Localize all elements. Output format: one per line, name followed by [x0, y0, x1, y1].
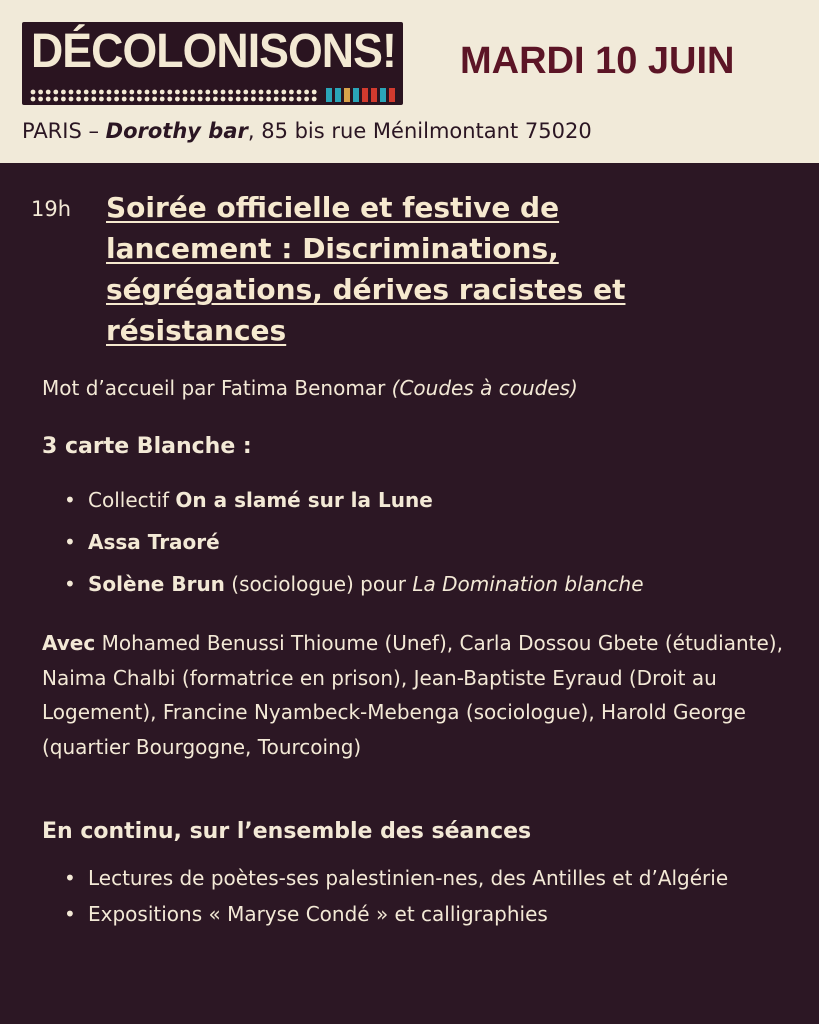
logo-dot	[114, 90, 119, 95]
continu-heading: En continu, sur l’ensemble des séances	[42, 819, 532, 844]
logo-dot	[152, 97, 157, 102]
logo-dot	[99, 90, 104, 95]
logo-dot	[69, 90, 74, 95]
event-title	[106, 187, 666, 351]
logo-dot	[152, 90, 157, 95]
logo-dot	[69, 97, 74, 102]
list-item: • Lectures de poètes-ses palestinien-nes, des Antilles et d’Algérie	[60, 860, 753, 896]
logo-dot	[76, 90, 81, 95]
item-bold: Solène Brun	[88, 572, 225, 596]
event-title-text: Soirée officielle et festive de lancement : Discriminations, ségrégations, dérives racistes et résistances	[106, 191, 626, 347]
list-item	[60, 530, 644, 572]
logo-dot	[251, 90, 256, 95]
program-panel	[0, 163, 819, 1024]
logo-dot	[31, 97, 36, 102]
logo-dot	[259, 90, 264, 95]
logo-dot	[221, 90, 226, 95]
logo-dot	[167, 97, 172, 102]
logo-dot	[114, 97, 119, 102]
logo-dot	[84, 90, 89, 95]
continu-list	[60, 860, 753, 932]
logo-dot	[312, 90, 317, 95]
logo-dot	[190, 97, 195, 102]
logo-dot	[251, 97, 256, 102]
logo-dot	[281, 90, 286, 95]
logo-dot	[129, 97, 134, 102]
item-bold: Assa Traoré	[88, 530, 220, 554]
logo-dot	[266, 97, 271, 102]
logo-bar	[380, 88, 386, 102]
logo-dot	[297, 97, 302, 102]
logo-bar	[344, 88, 350, 102]
event-location	[22, 119, 592, 143]
logo-dot	[281, 97, 286, 102]
logo-dot	[228, 97, 233, 102]
logo-dot	[129, 90, 134, 95]
logo-dot	[190, 90, 195, 95]
logo-dot	[304, 90, 309, 95]
logo-dot	[289, 90, 294, 95]
event-time: 19h	[31, 197, 72, 221]
logo-dot	[137, 97, 142, 102]
logo-dot	[61, 97, 66, 102]
logo-dot	[53, 90, 58, 95]
logo-dot	[145, 90, 150, 95]
logo-dot	[274, 90, 279, 95]
logo	[22, 22, 403, 105]
logo-dot	[46, 97, 51, 102]
logo-bar	[353, 88, 359, 102]
logo-dot	[122, 90, 127, 95]
logo-dot	[259, 97, 264, 102]
logo-bar	[326, 88, 332, 102]
item-bold: On a slamé sur la Lune	[175, 488, 433, 512]
list-item	[60, 572, 644, 614]
logo-dot	[91, 90, 96, 95]
logo-bar	[371, 88, 377, 102]
logo-dot	[31, 90, 36, 95]
location-address: , 85 bis rue Ménilmontant 75020	[247, 119, 592, 143]
logo-dot	[205, 90, 210, 95]
logo-dots-decoration	[30, 88, 400, 102]
list-item	[60, 488, 644, 530]
logo-dot	[107, 97, 112, 102]
logo-dot	[122, 97, 127, 102]
welcome-line	[42, 376, 578, 400]
logo-dot	[236, 90, 241, 95]
location-city: PARIS –	[22, 119, 106, 143]
logo-dot	[38, 97, 43, 102]
location-venue: Dorothy bar	[105, 119, 248, 143]
logo-dot	[76, 97, 81, 102]
logo-dot	[84, 97, 89, 102]
logo-dot	[183, 97, 188, 102]
logo-dot	[198, 90, 203, 95]
avec-label: Avec	[42, 631, 96, 655]
logo-dot	[205, 97, 210, 102]
logo-bar	[362, 88, 368, 102]
item-prefix: Collectif	[88, 488, 176, 512]
participants-paragraph	[42, 626, 787, 764]
item-italic: La Domination blanche	[412, 572, 644, 596]
logo-dot	[228, 90, 233, 95]
logo-dot	[175, 97, 180, 102]
logo-dot	[160, 90, 165, 95]
carte-blanche-heading: 3 carte Blanche :	[42, 434, 252, 459]
logo-dot	[236, 97, 241, 102]
list-item: • Expositions « Maryse Condé » et calligraphies	[60, 896, 753, 932]
welcome-text: Mot d’accueil par Fatima Benomar	[42, 376, 392, 400]
welcome-org: (Coudes à coudes)	[391, 376, 578, 400]
logo-dot	[107, 90, 112, 95]
logo-dot	[274, 97, 279, 102]
logo-text: DÉCOLONISONS!	[31, 25, 396, 78]
logo-dot	[198, 97, 203, 102]
logo-dot	[53, 97, 58, 102]
logo-dot	[243, 90, 248, 95]
logo-dot	[297, 90, 302, 95]
logo-dot	[213, 90, 218, 95]
logo-dot	[312, 97, 317, 102]
logo-dot	[46, 90, 51, 95]
carte-blanche-list	[60, 488, 644, 614]
event-date: MARDI 10 JUIN	[460, 40, 735, 82]
logo-bar	[335, 88, 341, 102]
logo-dot	[160, 97, 165, 102]
item-suffix: (sociologue) pour	[224, 572, 413, 596]
header-banner	[0, 0, 819, 163]
avec-text: Mohamed Benussi Thioume (Unef), Carla Dossou Gbete (étudiante), Naima Chalbi (formatrice en prison), Jean-Baptiste Eyraud (Droit au Logement), Francine Nyambeck-Mebenga (sociologue), Harold George (quartier Bourgogne, Tourcoing)	[42, 631, 783, 759]
logo-dot	[266, 90, 271, 95]
logo-dot	[304, 97, 309, 102]
logo-bar	[389, 88, 395, 102]
logo-dot	[213, 97, 218, 102]
logo-dot	[145, 97, 150, 102]
logo-dot	[91, 97, 96, 102]
logo-dot	[38, 90, 43, 95]
logo-dot	[183, 90, 188, 95]
logo-dot	[167, 90, 172, 95]
logo-dot	[175, 90, 180, 95]
logo-dot	[137, 90, 142, 95]
logo-dot	[243, 97, 248, 102]
logo-dot	[289, 97, 294, 102]
logo-dot	[221, 97, 226, 102]
logo-dot	[99, 97, 104, 102]
logo-dot	[61, 90, 66, 95]
